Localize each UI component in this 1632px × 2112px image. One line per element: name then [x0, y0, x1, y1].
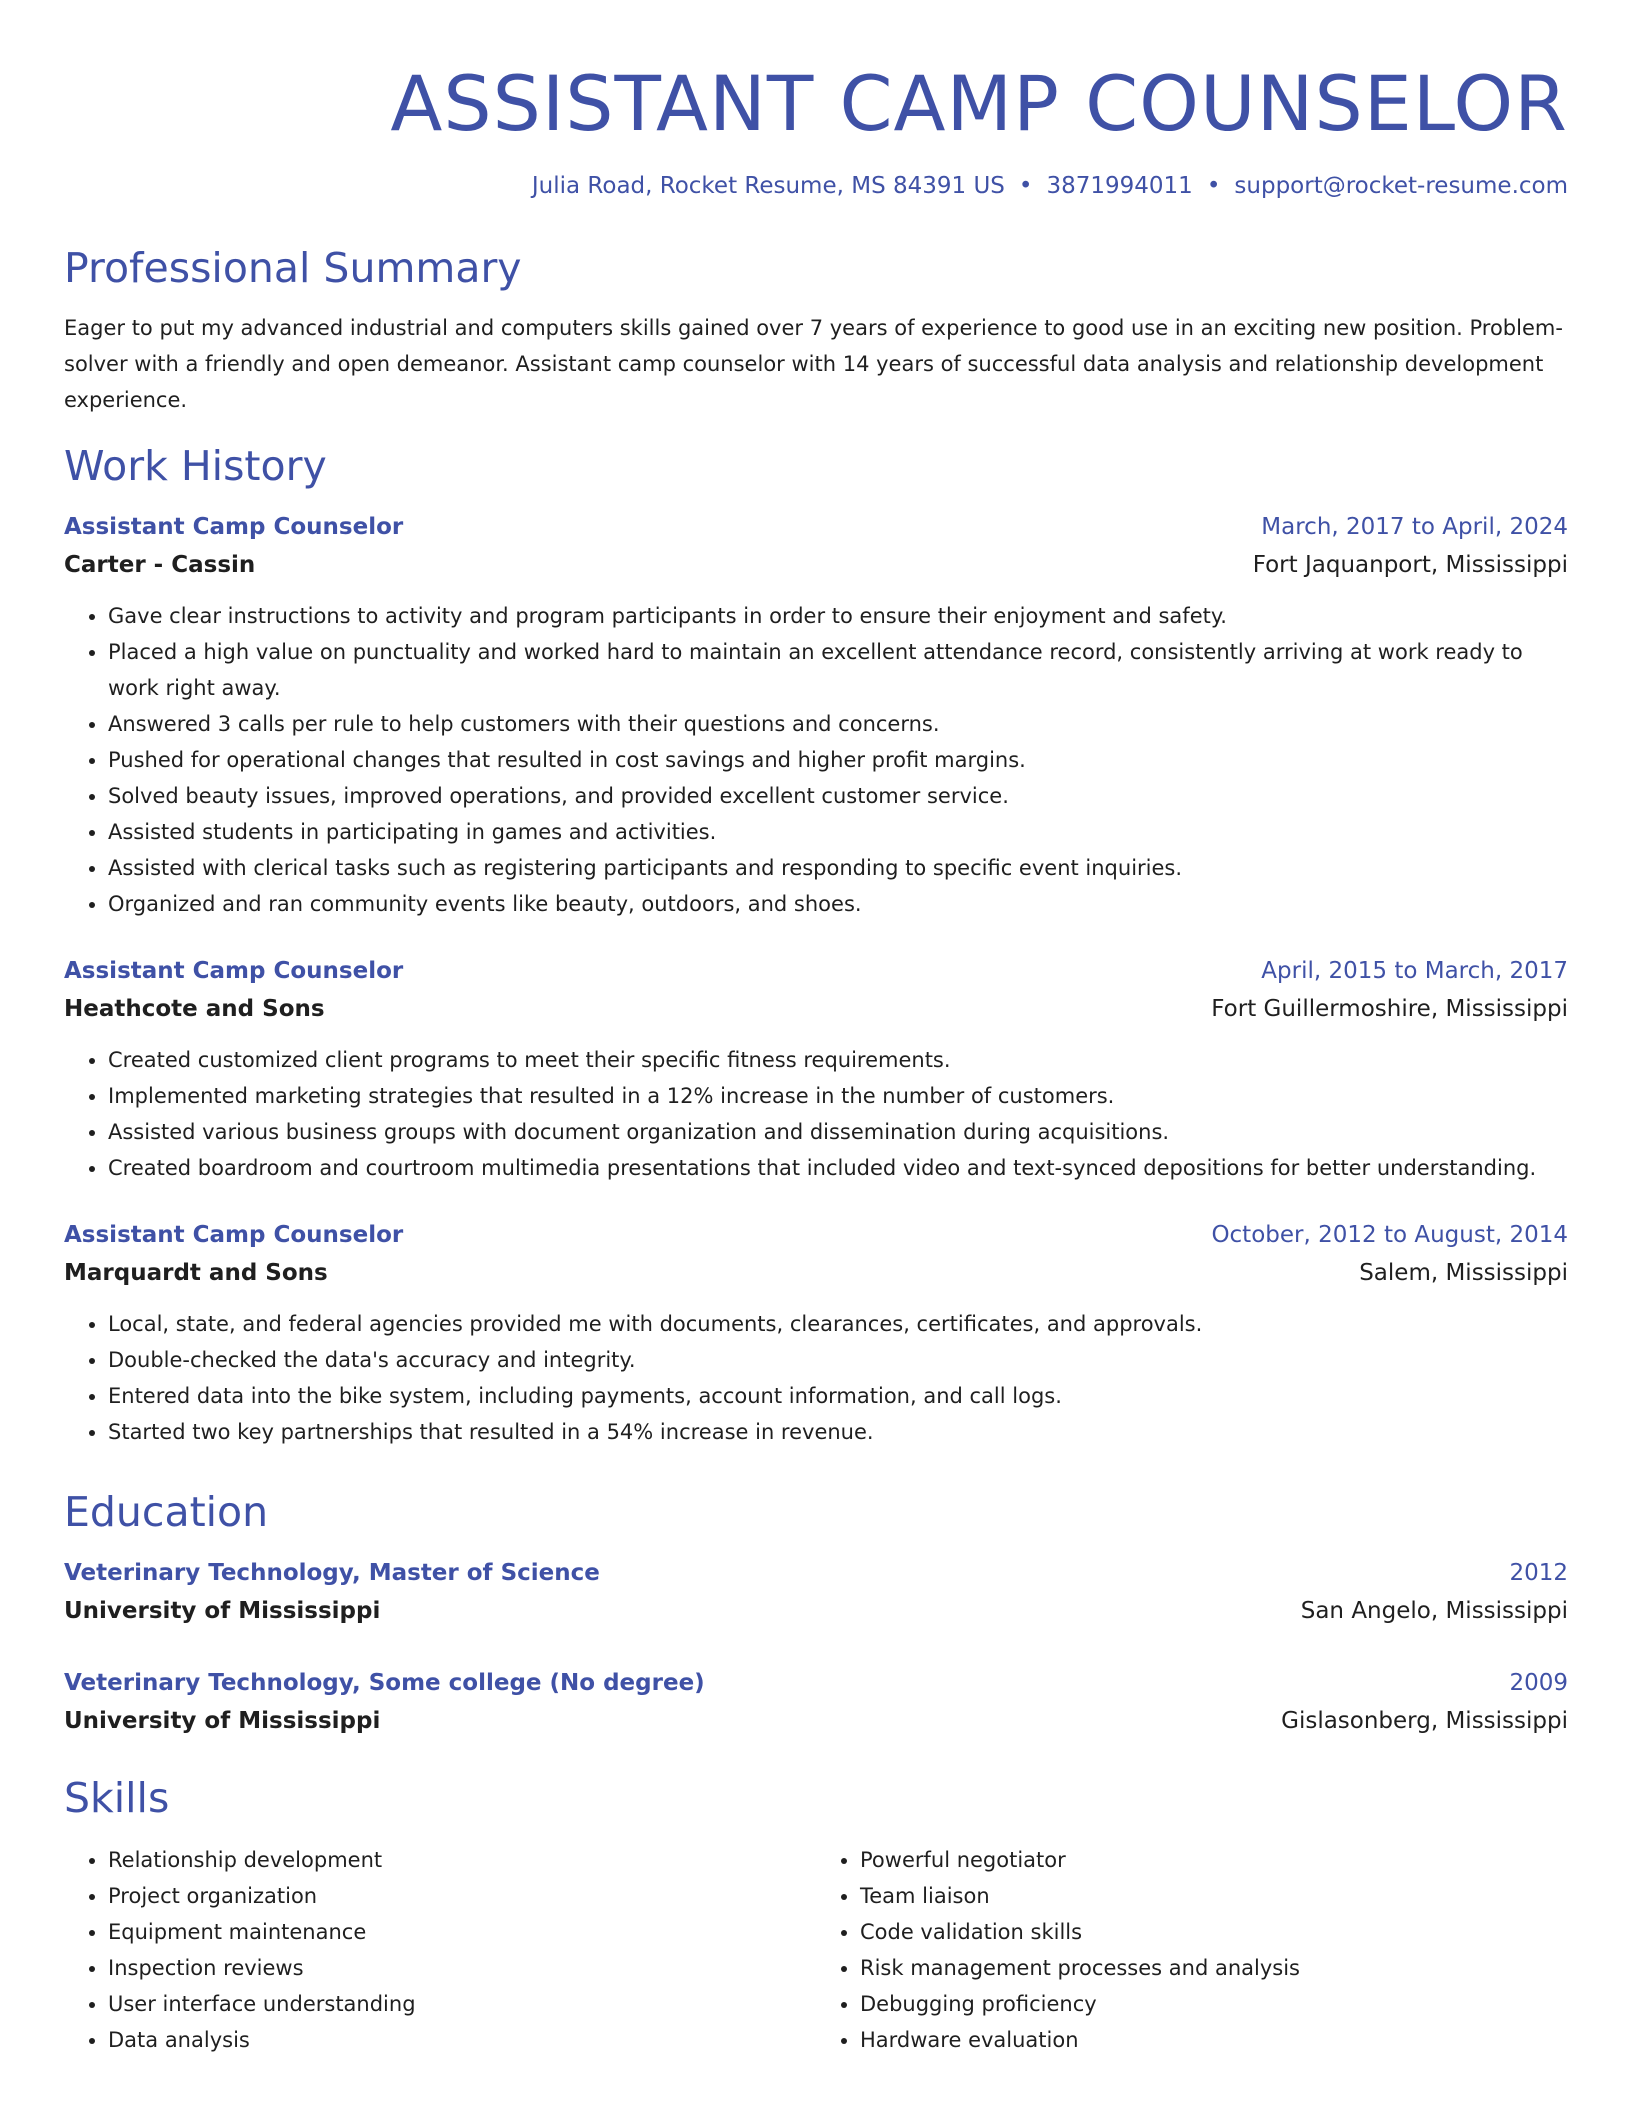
skill-item: • Powerful negotiator: [860, 1842, 1568, 1878]
job-bullet: • Assisted students in participating in games and activities.: [108, 814, 1568, 850]
job-bullet: • Entered data into the bike system, including payments, account information, and call logs.: [108, 1378, 1568, 1414]
skills-heading: Skills: [64, 1774, 170, 1822]
education-entry: [64, 1664, 1568, 1740]
job-location: Salem, Mississippi: [1359, 1260, 1568, 1286]
education-location: Gislasonberg, Mississippi: [1281, 1708, 1568, 1734]
job-bullet: • Created boardroom and courtroom multimedia presentations that included video and text-synced depositions for better understanding.: [108, 1150, 1568, 1186]
skill-item: • Inspection reviews: [108, 1950, 816, 1986]
job-bullet: • Organized and ran community events like beauty, outdoors, and shoes.: [108, 886, 1568, 922]
education-school: University of Mississippi: [64, 1708, 381, 1734]
job-title: Assistant Camp Counselor: [64, 514, 404, 540]
skill-item: • Team liaison: [860, 1878, 1568, 1914]
job-title: Assistant Camp Counselor: [64, 958, 404, 984]
job-bullet: • Pushed for operational changes that resulted in cost savings and higher profit margins.: [108, 742, 1568, 778]
skill-item: • Equipment maintenance: [108, 1914, 816, 1950]
skills-list-left: [64, 1842, 816, 2058]
education-degree: Veterinary Technology, Master of Science: [64, 1560, 600, 1586]
contact-phone[interactable]: 3871994011: [1046, 173, 1193, 199]
job-bullet: • Placed a high value on punctuality and worked hard to maintain an excellent attendance record, consistently arriving at work ready to work right away.: [108, 634, 1568, 706]
contact-address: Julia Road, Rocket Resume, MS 84391 US: [531, 173, 1005, 199]
job-bullet: • Double-checked the data's accuracy and integrity.: [108, 1342, 1568, 1378]
job-bullet: • Started two key partnerships that resulted in a 54% increase in revenue.: [108, 1414, 1568, 1450]
education-heading: Education: [64, 1488, 269, 1536]
skill-item: • Data analysis: [108, 2022, 816, 2058]
job-bullet: • Gave clear instructions to activity and program participants in order to ensure their enjoyment and safety.: [108, 598, 1568, 634]
contact-email[interactable]: support@rocket-resume.com: [1234, 173, 1568, 199]
job-location: Fort Guillermoshire, Mississippi: [1211, 996, 1568, 1022]
job-bullet: • Assisted with clerical tasks such as registering participants and responding to specific event inquiries.: [108, 850, 1568, 886]
job-dates: October, 2012 to August, 2014: [1211, 1222, 1568, 1248]
education-degree: Veterinary Technology, Some college (No degree): [64, 1670, 705, 1696]
job-location: Fort Jaquanport, Mississippi: [1252, 552, 1568, 578]
skill-item: • Risk management processes and analysis: [860, 1950, 1568, 1986]
job-bullet: • Created customized client programs to meet their specific fitness requirements.: [108, 1042, 1568, 1078]
work-history-heading: Work History: [64, 442, 327, 490]
job-dates: April, 2015 to March, 2017: [1261, 958, 1568, 984]
summary-heading: Professional Summary: [64, 244, 522, 292]
education-year: 2012: [1509, 1560, 1568, 1586]
job-bullets: [64, 1042, 1568, 1186]
education-entry: [64, 1554, 1568, 1630]
contact-line: [64, 170, 1568, 202]
skills-list-right: [816, 1842, 1568, 2058]
job-bullet: • Solved beauty issues, improved operations, and provided excellent customer service.: [108, 778, 1568, 814]
contact-separator: •: [1018, 173, 1033, 199]
skill-item: • Hardware evaluation: [860, 2022, 1568, 2058]
skill-item: • User interface understanding: [108, 1986, 816, 2022]
job-bullets: [64, 598, 1568, 922]
job-bullet: • Answered 3 calls per rule to help customers with their questions and concerns.: [108, 706, 1568, 742]
job-bullets: [64, 1306, 1568, 1450]
resume-header: [64, 56, 1568, 202]
education-location: San Angelo, Mississippi: [1300, 1598, 1568, 1624]
job-company: Carter - Cassin: [64, 552, 256, 578]
job-entry: [64, 508, 1568, 922]
skill-item: • Code validation skills: [860, 1914, 1568, 1950]
job-bullet: • Assisted various business groups with document organization and dissemination during acquisitions.: [108, 1114, 1568, 1150]
job-entry: [64, 1216, 1568, 1450]
job-dates: March, 2017 to April, 2024: [1261, 514, 1568, 540]
skill-item: • Debugging proficiency: [860, 1986, 1568, 2022]
contact-separator: •: [1206, 173, 1221, 199]
education-year: 2009: [1509, 1670, 1568, 1696]
skills-columns: [64, 1842, 1568, 2058]
job-title: Assistant Camp Counselor: [64, 1222, 404, 1248]
education-school: University of Mississippi: [64, 1598, 381, 1624]
skill-item: • Relationship development: [108, 1842, 816, 1878]
skill-item: • Project organization: [108, 1878, 816, 1914]
job-entry: [64, 952, 1568, 1186]
job-company: Heathcote and Sons: [64, 996, 325, 1022]
job-bullet: • Local, state, and federal agencies provided me with documents, clearances, certificates, and approvals.: [108, 1306, 1568, 1342]
job-company: Marquardt and Sons: [64, 1260, 328, 1286]
summary-text: Eager to put my advanced industrial and computers skills gained over 7 years of experience to good use in an exciting new position. Problem-solver with a friendly and open demeanor. Assistant camp counselor with 14 years of successful data analysis and relationship development experience.: [64, 316, 1563, 412]
job-bullet: • Implemented marketing strategies that resulted in a 12% increase in the number of customers.: [108, 1078, 1568, 1114]
candidate-title: ASSISTANT CAMP COUNSELOR: [390, 59, 1568, 148]
